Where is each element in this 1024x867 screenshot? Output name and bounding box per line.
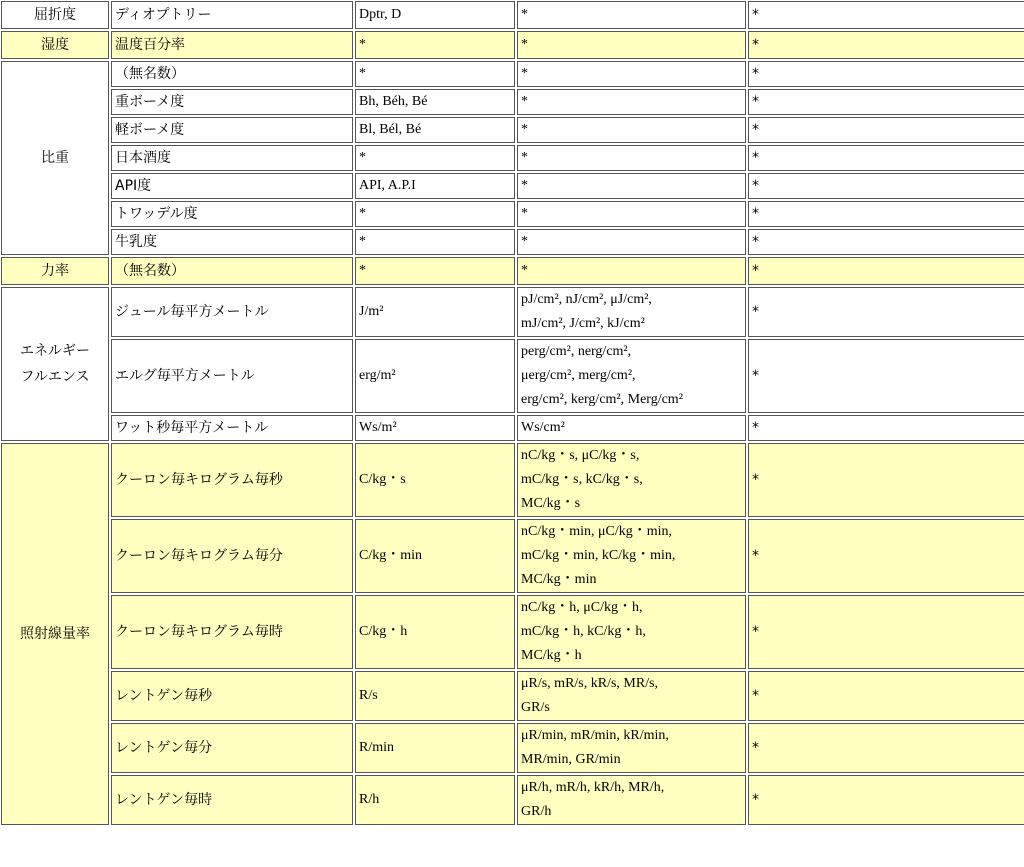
unit-name-cell: クーロン毎キログラム毎分	[111, 519, 353, 593]
table-row	[1, 89, 1024, 115]
unit-note-cell: *	[748, 723, 1024, 773]
example-line: *	[521, 94, 528, 109]
table-row	[1, 671, 1024, 721]
table-row	[1, 775, 1024, 825]
unit-note-cell: *	[748, 201, 1024, 227]
unit-note-cell: *	[748, 339, 1024, 413]
unit-note-cell: *	[748, 595, 1024, 669]
unit-examples-cell	[517, 173, 746, 199]
unit-note-cell: *	[748, 671, 1024, 721]
table-row	[1, 61, 1024, 87]
category-cell	[1, 257, 109, 285]
unit-symbol-cell: C/kg・min	[355, 519, 515, 593]
unit-examples-cell	[517, 1, 746, 29]
example-line: *	[521, 122, 528, 137]
unit-name-cell: （無名数）	[111, 61, 353, 87]
unit-name-cell: トワッデル度	[111, 201, 353, 227]
unit-symbol-cell: API, A.P.I	[355, 173, 515, 199]
example-line: MC/kg・h	[521, 648, 582, 663]
unit-note-cell: *	[748, 257, 1024, 285]
unit-symbol-cell: C/kg・s	[355, 443, 515, 517]
table-row	[1, 443, 1024, 517]
unit-examples-cell	[517, 61, 746, 87]
unit-examples-cell	[517, 117, 746, 143]
example-line: *	[521, 178, 528, 193]
unit-symbol-cell: Bh, Béh, Bé	[355, 89, 515, 115]
unit-examples-cell	[517, 287, 746, 337]
table-row	[1, 723, 1024, 773]
example-line: MC/kg・s	[521, 496, 581, 511]
example-line: *	[521, 66, 528, 81]
unit-examples-cell	[517, 671, 746, 721]
unit-note-cell: *	[748, 775, 1024, 825]
unit-examples-cell	[517, 339, 746, 413]
unit-symbol-cell: Ws/m²	[355, 415, 515, 441]
example-line: mC/kg・h, kC/kg・h,	[521, 624, 646, 639]
table-row	[1, 339, 1024, 413]
table-row	[1, 173, 1024, 199]
unit-examples-cell	[517, 201, 746, 227]
unit-symbol-cell: *	[355, 31, 515, 59]
example-line: erg/cm², kerg/cm², Merg/cm²	[521, 392, 683, 407]
category-cell	[1, 31, 109, 59]
unit-symbol-cell: *	[355, 201, 515, 227]
unit-symbol-cell: R/min	[355, 723, 515, 773]
example-line: μR/h, mR/h, kR/h, MR/h,	[521, 780, 665, 795]
unit-name-cell: ワット秒毎平方メートル	[111, 415, 353, 441]
unit-examples-cell	[517, 257, 746, 285]
example-line: perg/cm², nerg/cm²,	[521, 344, 632, 359]
table-row	[1, 117, 1024, 143]
example-line: nC/kg・h, μC/kg・h,	[521, 600, 643, 615]
unit-name-cell: エルグ毎平方メートル	[111, 339, 353, 413]
unit-symbol-cell: J/m²	[355, 287, 515, 337]
unit-note-cell: *	[748, 415, 1024, 441]
unit-examples-cell	[517, 415, 746, 441]
example-line: nC/kg・min, μC/kg・min,	[521, 524, 673, 539]
unit-name-cell: 軽ボーメ度	[111, 117, 353, 143]
example-line: *	[521, 37, 528, 52]
example-line: *	[521, 263, 528, 278]
unit-symbol-cell: *	[355, 145, 515, 171]
table-row	[1, 201, 1024, 227]
category-label: 湿度	[41, 37, 69, 53]
unit-examples-cell	[517, 723, 746, 773]
example-line: μerg/cm², merg/cm²,	[521, 368, 636, 383]
unit-name-cell: API度	[111, 173, 353, 199]
example-line: pJ/cm², nJ/cm², μJ/cm²,	[521, 292, 652, 307]
unit-symbol-cell: C/kg・h	[355, 595, 515, 669]
unit-note-cell: *	[748, 229, 1024, 255]
unit-examples-cell	[517, 31, 746, 59]
unit-note-cell: *	[748, 443, 1024, 517]
example-line: GR/s	[521, 700, 550, 715]
table-row	[1, 145, 1024, 171]
unit-examples-cell	[517, 519, 746, 593]
unit-note-cell: *	[748, 89, 1024, 115]
table-row	[1, 415, 1024, 441]
unit-symbol-cell: Dptr, D	[355, 1, 515, 29]
unit-note-cell: *	[748, 173, 1024, 199]
unit-name-cell: （無名数）	[111, 257, 353, 285]
category-label: 比重	[41, 150, 69, 166]
unit-examples-cell	[517, 229, 746, 255]
unit-note-cell: *	[748, 31, 1024, 59]
category-cell	[1, 287, 109, 441]
unit-symbol-cell: *	[355, 61, 515, 87]
unit-symbol-cell: R/s	[355, 671, 515, 721]
table-row	[1, 595, 1024, 669]
example-line: μR/min, mR/min, kR/min,	[521, 728, 669, 743]
unit-name-cell: クーロン毎キログラム毎時	[111, 595, 353, 669]
unit-examples-cell	[517, 145, 746, 171]
unit-symbol-cell: Bl, Bél, Bé	[355, 117, 515, 143]
unit-name-cell: 牛乳度	[111, 229, 353, 255]
example-line: *	[521, 234, 528, 249]
unit-name-cell: レントゲン毎秒	[111, 671, 353, 721]
unit-name-cell: レントゲン毎分	[111, 723, 353, 773]
unit-symbol-cell: erg/m²	[355, 339, 515, 413]
unit-examples-cell	[517, 443, 746, 517]
unit-name-cell: レントゲン毎時	[111, 775, 353, 825]
category-label: 屈折度	[34, 7, 76, 23]
category-label: エネルギー	[20, 343, 90, 359]
example-line: mC/kg・min, kC/kg・min,	[521, 548, 676, 563]
example-line: nC/kg・s, μC/kg・s,	[521, 448, 640, 463]
unit-examples-cell	[517, 89, 746, 115]
example-line: *	[521, 150, 528, 165]
example-line: mJ/cm², J/cm², kJ/cm²	[521, 316, 645, 331]
category-label: フルエンス	[20, 369, 90, 385]
category-cell	[1, 1, 109, 29]
unit-note-cell: *	[748, 1, 1024, 29]
units-table-body	[1, 1, 1024, 825]
unit-note-cell: *	[748, 145, 1024, 171]
table-row	[1, 1, 1024, 29]
category-label: 照射線量率	[20, 626, 90, 642]
table-row	[1, 519, 1024, 593]
unit-examples-cell	[517, 595, 746, 669]
unit-symbol-cell: R/h	[355, 775, 515, 825]
unit-name-cell: 温度百分率	[111, 31, 353, 59]
unit-examples-cell	[517, 775, 746, 825]
unit-note-cell: *	[748, 117, 1024, 143]
table-row	[1, 257, 1024, 285]
category-cell	[1, 443, 109, 825]
table-row	[1, 287, 1024, 337]
category-cell	[1, 61, 109, 255]
unit-note-cell: *	[748, 519, 1024, 593]
example-line: μR/s, mR/s, kR/s, MR/s,	[521, 676, 659, 691]
example-line: MC/kg・min	[521, 572, 597, 587]
unit-symbol-cell: *	[355, 229, 515, 255]
example-line: *	[521, 206, 528, 221]
table-row	[1, 31, 1024, 59]
unit-note-cell: *	[748, 61, 1024, 87]
unit-name-cell: ディオプトリー	[111, 1, 353, 29]
example-line: mC/kg・s, kC/kg・s,	[521, 472, 643, 487]
example-line: GR/h	[521, 804, 552, 819]
category-label: 力率	[41, 263, 69, 279]
unit-name-cell: 日本酒度	[111, 145, 353, 171]
example-line: MR/min, GR/min	[521, 752, 621, 767]
unit-name-cell: ジュール毎平方メートル	[111, 287, 353, 337]
example-line: *	[521, 7, 528, 22]
unit-name-cell: 重ボーメ度	[111, 89, 353, 115]
example-line: Ws/cm²	[521, 420, 565, 435]
unit-symbol-cell: *	[355, 257, 515, 285]
unit-note-cell: *	[748, 287, 1024, 337]
table-row	[1, 229, 1024, 255]
unit-name-cell: クーロン毎キログラム毎秒	[111, 443, 353, 517]
